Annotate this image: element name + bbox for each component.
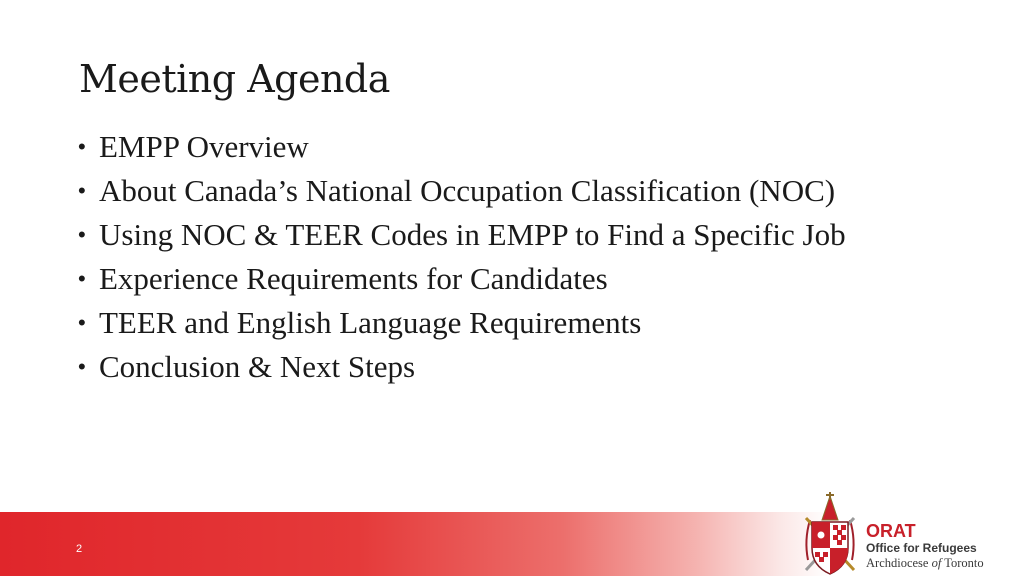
org-abbrev: ORAT — [866, 521, 916, 541]
page-title: Meeting Agenda — [79, 57, 390, 101]
org-full-name: Office for Refugees — [866, 541, 977, 555]
agenda-list — [78, 130, 958, 394]
page-number: 2 — [76, 543, 83, 555]
diocese-city: Toronto — [941, 556, 984, 570]
list-item: • Using NOC & TEER Codes in EMPP to Find a Specific Job — [78, 218, 958, 252]
diocese-prefix: Archdiocese — [866, 556, 932, 570]
diocese-of: of — [931, 556, 942, 570]
list-item: • EMPP Overview — [78, 130, 958, 164]
list-item: • Experience Requirements for Candidates — [78, 262, 958, 296]
archdiocese-crest-icon — [800, 490, 860, 576]
list-item: • TEER and English Language Requirements — [78, 306, 958, 340]
list-item: • About Canada’s National Occupation Classification (NOC) — [78, 174, 958, 208]
list-item: • Conclusion & Next Steps — [78, 350, 958, 384]
org-diocese — [866, 556, 984, 570]
